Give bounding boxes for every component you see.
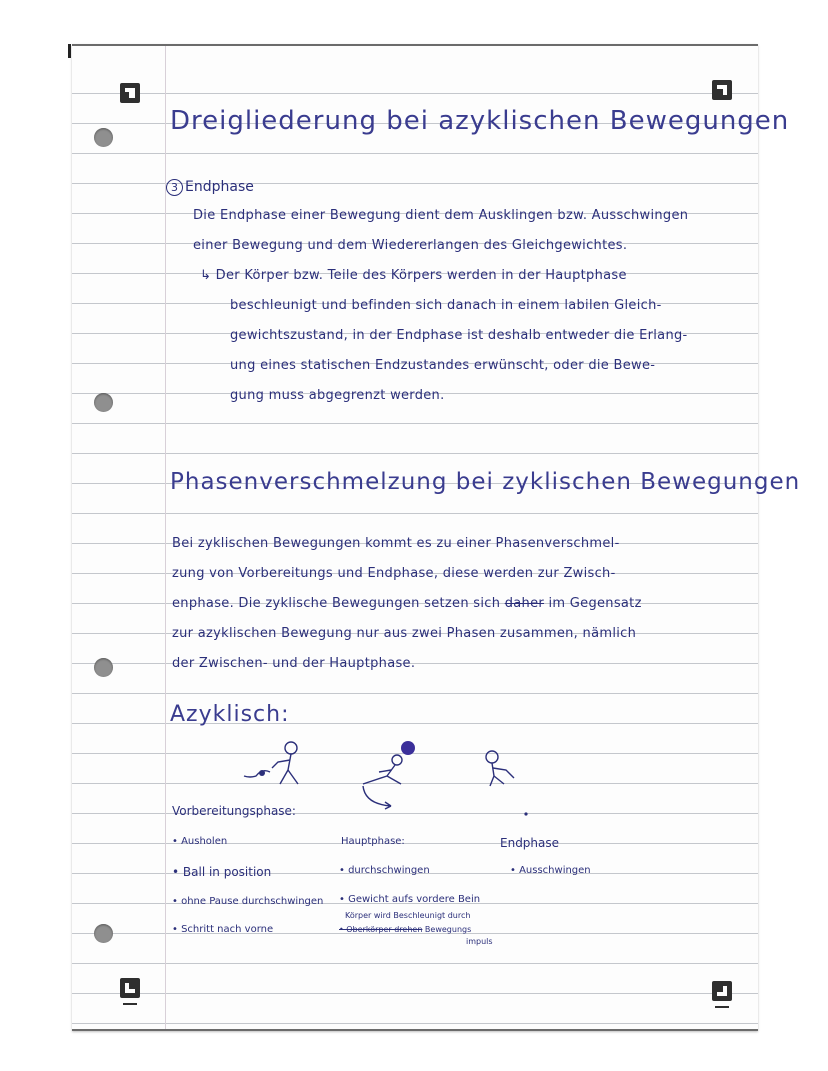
corner-marker-top-right (712, 80, 732, 100)
preparation-item: • Ball in position (172, 865, 272, 879)
stick-figure-main (355, 738, 435, 810)
corner-marker-dash (715, 1006, 729, 1008)
section-number: 3 (166, 179, 183, 196)
end-item: • Ausschwingen (510, 865, 591, 876)
paragraph-line (172, 596, 642, 611)
punch-hole (94, 128, 113, 147)
main-item: • Gewicht aufs vordere Bein (339, 894, 481, 905)
preparation-item: • ohne Pause durchschwingen (172, 896, 324, 907)
endphase-line: gung muss abgegrenzt werden. (230, 388, 445, 403)
binder-edge (68, 44, 71, 58)
endphase-arrow-line (200, 268, 627, 283)
endphase-line: beschleunigt und befinden sich danach in einem labilen Gleich- (230, 298, 662, 313)
paragraph-line: zung von Vorbereitungs und Endphase, diese werden zur Zwisch- (172, 566, 616, 581)
endphase-line: Der Körper bzw. Teile des Körpers werden in der Hauptphase (215, 268, 627, 283)
punch-hole (94, 658, 113, 677)
paragraph-text: im Gegensatz (544, 596, 642, 611)
endphase-line: ung eines statischen Endzustandes erwünscht, oder die Bewe- (230, 358, 656, 373)
corner-marker-dash (123, 1003, 137, 1005)
ink-dot (522, 810, 530, 818)
corner-marker-bottom-right (712, 981, 732, 1001)
main-note-text: Bewegungs (422, 925, 472, 934)
main-note: Körper wird Beschleunigt durch (345, 911, 471, 920)
heading-azyklisch: Azyklisch: (170, 702, 290, 727)
paragraph-line: Bei zyklischen Bewegungen kommt es zu einer Phasenverschmel- (172, 536, 620, 551)
main-phase-title: Hauptphase: (341, 836, 405, 847)
arrow-icon: ↳ (200, 268, 212, 283)
stick-figure-preparation (240, 738, 310, 793)
section-endphase-title (166, 179, 254, 196)
paragraph-line: zur azyklischen Bewegung nur aus zwei Phasen zusammen, nämlich (172, 626, 637, 641)
main-item: • durchschwingen (339, 865, 430, 876)
main-note-line (339, 925, 471, 934)
endphase-line: gewichtszustand, in der Endphase ist deshalb entweder die Erlang- (230, 328, 688, 343)
stick-figure-end (480, 748, 530, 793)
struck-text: • Oberkörper drehen (339, 925, 423, 934)
paragraph-line: der Zwischen- und der Hauptphase. (172, 656, 416, 671)
section-title-text: Endphase (185, 179, 254, 195)
corner-marker-top-left (120, 83, 140, 103)
preparation-item: • Ausholen (172, 836, 228, 847)
preparation-phase-title: Vorbereitungsphase: (172, 804, 296, 818)
endphase-line: einer Bewegung und dem Wiedererlangen des Gleichgewichtes. (193, 238, 628, 253)
punch-hole (94, 393, 113, 412)
paragraph-text: enphase. Die zyklische Bewegungen setzen sich (172, 596, 505, 611)
heading-phasenverschmelzung: Phasenverschmelzung bei zyklischen Bewegungen (170, 469, 801, 495)
punch-hole (94, 924, 113, 943)
end-phase-title: Endphase (500, 836, 560, 850)
corner-marker-bottom-left (120, 978, 140, 998)
preparation-item: • Schritt nach vorne (172, 924, 274, 935)
heading-dreigliederung: Dreigliederung bei azyklischen Bewegungen (170, 106, 790, 136)
endphase-line: Die Endphase einer Bewegung dient dem Ausklingen bzw. Ausschwingen (193, 208, 689, 223)
struck-word: daher (504, 596, 545, 611)
main-note: impuls (466, 937, 493, 946)
